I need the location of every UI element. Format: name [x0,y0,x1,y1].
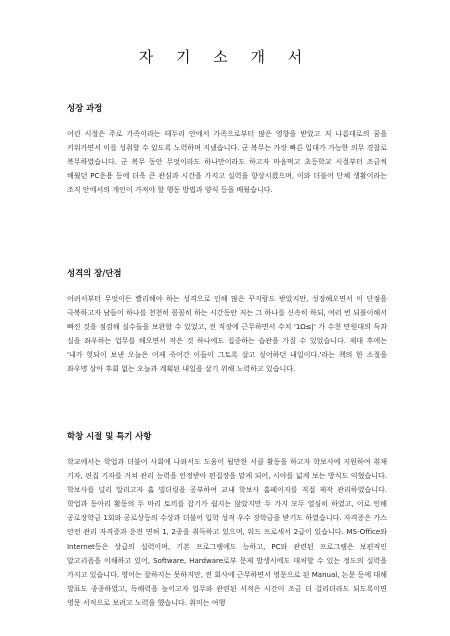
section-body: 어려서부터 무엇이든 빨리해야 하는 성격으로 인해 많은 꾸지람도 받았지만, 성장해오면서 이 단점을 극복하고자 남들이 하나를 천천히 꼼꼼히 하는 시간동안 저는 그 하나를 신속히 하되, 여러 번 되풀이해서 빠진 것을 점검해 실수들을 보완할 수 있었고, 전 직장에 근무하면서 수치 '1Ω≤|' 가 수천 만원대의 득과 실을 좌우하는 업무를 해오면서 작은 것 하나에도 집중하는 습관을 가질 수 있었습니다. 제대 후에는 '내가 헛되이 보낸 오늘은 어제 죽어간 이들이 그토록 살고 싶어하던 내일이다.'라는 책의 한 소절을 좌우명 삼아 후회 없는 오늘과 계획된 내일을 살기 위해 노력하고 있습니다. [67,294,387,374]
document-title: 자 기 소 개 서 [138,48,312,66]
section-heading: 학창 시절 및 특기 사항 [67,431,152,441]
section-body: 어린 시절은 주로 가족이라는 테두리 안에서 가족으로부터 많은 영향을 받았고 저 나름대로의 꿈을 키워가면서 이를 성취할 수 있도록 노력하며 지냈습니다. 군 복무는 가장 빠른 입대가 가능한 의무 경찰로 복무하였습니다. 군 복무 동안 무엇이라도 하나만이라도 하고자 마음먹고 초등학교 시절부터 조금씩 배웠던 PC운용 등에 더욱 큰 관심과 시간을 가지고 실력을 향상시켰으며, 이와 더불어 단체 생활이라는 조직 안에서의 개인이 가져야 할 행동 방법과 양식 등을 배웠습니다. [67,129,387,195]
section-school [67,431,387,610]
section-heading: 성격의 장/단점 [67,268,122,278]
section-body: 학교에서는 학업과 더불어 사회에 나와서도 도움이 될만한 서클 활동을 하고자 학보사에 지원하여 취재 기자, 편집 기자를 거쳐 관리 능력을 인정받아 편집장을 맡게 되어, 시야를 넓게 보는 방식도 익혔습니다. 학보사를 널리 알리고자 홈 빌더링을 공부하여 교내 학보사 홈페이지를 직접 제작 관리하였습니다. 학업과 동아리 활동의 두 마리 토끼를 잡기가 쉽지는 않았지만 두 가지 모두 열심히 하였고, 이로 인해 공로장학금 1회와 공로상등의 수상과 더불어 입학 성적 우수 장학금을 받기도 하였습니다. 자격증은 가스 안전 관리 자격증과 운전 면허 1, 2종을 취득하고 있으며, 워드 프로세서 2급이 있습니다. MS-Office와 Internet등은 상급의 실력이며, 기본 프로그램에도 능하고, PC와 관련된 프로그램은 보편적인 알고리즘을 이해하고 있어, Software, Hardware로부 문제 발생시에도 대처할 수 있는 정도의 실력을 가지고 있습니다. 영어는 잘하지는 못하지만, 전 회사에 근무하면서 영문으로 된 Manual, 논문 등에 대해 발표도 종종하였고, 독해력을 높이고자 업무와 관련된 서적은 시간이 조금 더 걸리더라도 되도록이면 영문 서적으로 보려고 노력을 했습니다. 취미는 여행 [67,457,387,607]
section-heading: 성장 과정 [67,103,103,113]
section-growth [67,103,387,197]
section-personality [67,268,387,377]
